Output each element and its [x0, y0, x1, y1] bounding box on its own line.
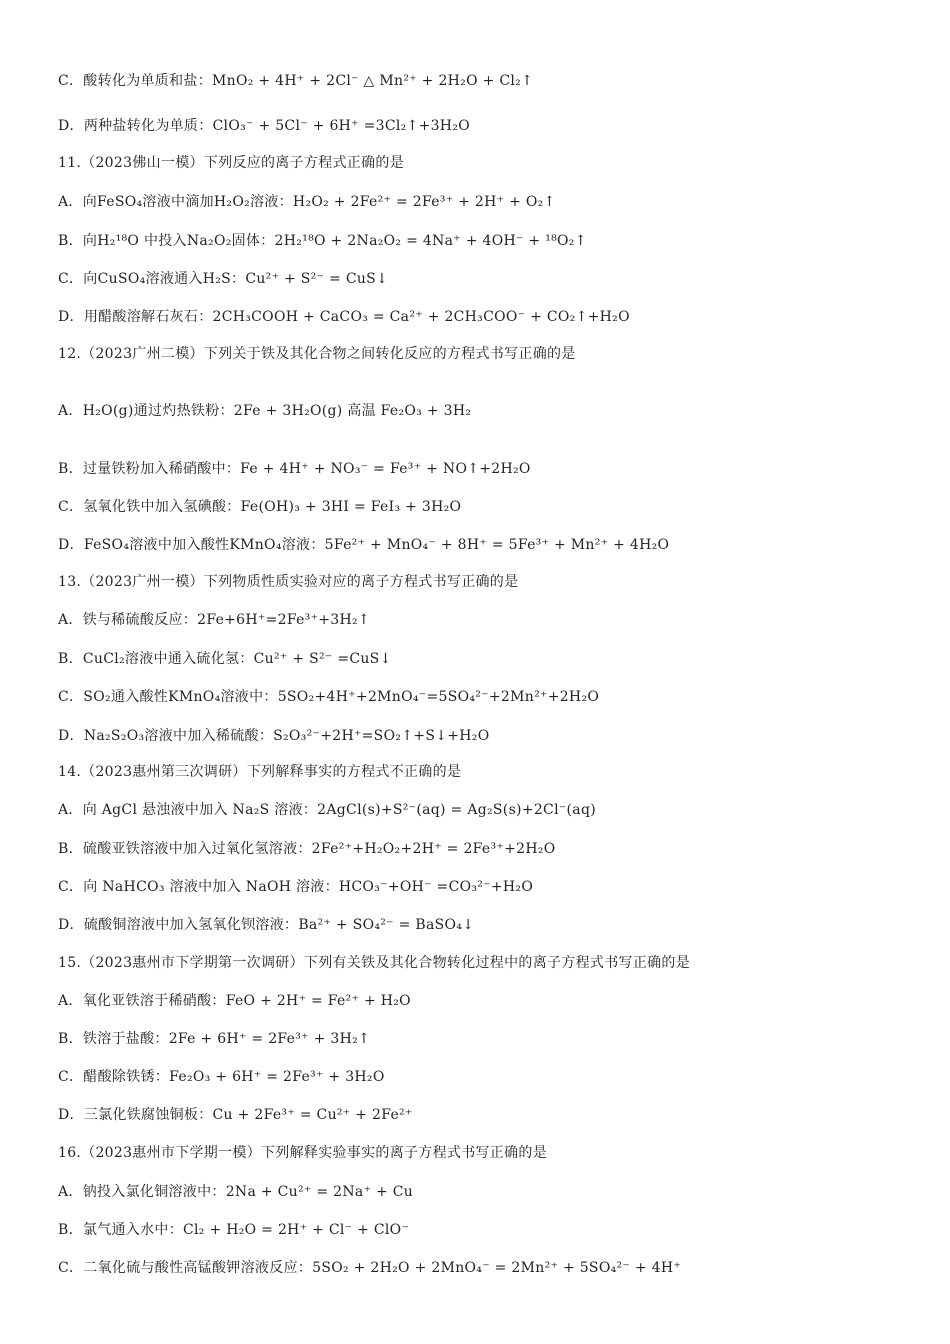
option-d-q10: D．两种盐转化为单质：ClO₃⁻ + 5Cl⁻ + 6H⁺ =3Cl₂↑+3H₂O: [58, 118, 471, 134]
option-c-q16: C．二氧化硫与酸性高锰酸钾溶液反应：5SO₂ + 2H₂O + 2MnO₄⁻ = 2Mn²⁺ + 5SO₄²⁻ + 4H⁺: [58, 1260, 682, 1276]
option-d-q15: D．三氯化铁腐蚀铜板：Cu + 2Fe³⁺ = Cu²⁺ + 2Fe²⁺: [58, 1107, 413, 1123]
option-a-q13: A．铁与稀硫酸反应：2Fe+6H⁺=2Fe³⁺+3H₂↑: [58, 612, 370, 628]
question-12: 12.（2023广州二模）下列关于铁及其化合物之间转化反应的方程式书写正确的是: [58, 346, 576, 362]
option-c-q15: C．醋酸除铁锈：Fe₂O₃ + 6H⁺ = 2Fe³⁺ + 3H₂O: [58, 1069, 385, 1085]
option-b-q15: B．铁溶于盐酸：2Fe + 6H⁺ = 2Fe³⁺ + 3H₂↑: [58, 1031, 371, 1047]
option-a-q16: A．钠投入氯化铜溶液中：2Na + Cu²⁺ = 2Na⁺ + Cu: [58, 1184, 414, 1200]
question-14: 14.（2023惠州第三次调研）下列解释事实的方程式不正确的是: [58, 764, 462, 780]
option-a-q12: A．H₂O(g)通过灼热铁粉：2Fe + 3H₂O(g) 高温 Fe₂O₃ + 3H₂: [58, 403, 472, 419]
question-11: 11.（2023佛山一模）下列反应的离子方程式正确的是: [58, 155, 404, 171]
question-16: 16.（2023惠州市下学期一模）下列解释实验事实的离子方程式书写正确的是: [58, 1145, 547, 1161]
option-c-q11: C．向CuSO₄溶液通入H₂S：Cu²⁺ + S²⁻ = CuS↓: [58, 271, 389, 287]
option-c-q10: C．酸转化为单质和盐：MnO₂ + 4H⁺ + 2Cl⁻ △ Mn²⁺ + 2H₂O + Cl₂↑: [58, 73, 534, 89]
option-c-q13: C．SO₂通入酸性KMnO₄溶液中：5SO₂+4H⁺+2MnO₄⁻=5SO₄²⁻+2Mn²⁺+2H₂O: [58, 689, 600, 705]
option-d-q14: D．硫酸铜溶液中加入氢氧化钡溶液：Ba²⁺ + SO₄²⁻ = BaSO₄↓: [58, 917, 475, 933]
option-a-q11: A．向FeSO₄溶液中滴加H₂O₂溶液：H₂O₂ + 2Fe²⁺ = 2Fe³⁺ + 2H⁺ + O₂↑: [58, 194, 556, 210]
option-b-q12: B．过量铁粉加入稀硝酸中：Fe + 4H⁺ + NO₃⁻ = Fe³⁺ + NO↑+2H₂O: [58, 461, 531, 477]
option-d-q13: D．Na₂S₂O₃溶液中加入稀硫酸：S₂O₃²⁻+2H⁺=SO₂↑+S↓+H₂O: [58, 728, 490, 744]
option-c-q12: C．氢氧化铁中加入氢碘酸：Fe(OH)₃ + 3HI = FeI₃ + 3H₂O: [58, 499, 462, 515]
option-b-q11: B．向H₂¹⁸O 中投入Na₂O₂固体：2H₂¹⁸O + 2Na₂O₂ = 4Na⁺ + 4OH⁻ + ¹⁸O₂↑: [58, 233, 587, 249]
option-b-q13: B．CuCl₂溶液中通入硫化氢：Cu²⁺ + S²⁻ =CuS↓: [58, 651, 392, 667]
option-b-q16: B．氯气通入水中：Cl₂ + H₂O = 2H⁺ + Cl⁻ + ClO⁻: [58, 1222, 410, 1238]
option-b-q14: B．硫酸亚铁溶液中加入过氧化氢溶液：2Fe²⁺+H₂O₂+2H⁺ = 2Fe³⁺+2H₂O: [58, 841, 556, 857]
option-d-q12: D．FeSO₄溶液中加入酸性KMnO₄溶液：5Fe²⁺ + MnO₄⁻ + 8H⁺ = 5Fe³⁺ + Mn²⁺ + 4H₂O: [58, 537, 670, 553]
question-13: 13.（2023广州一模）下列物质性质实验对应的离子方程式书写正确的是: [58, 574, 519, 590]
option-c-q14: C．向 NaHCO₃ 溶液中加入 NaOH 溶液：HCO₃⁻+OH⁻ =CO₃²⁻+H₂O: [58, 879, 534, 895]
question-15: 15.（2023惠州市下学期第一次调研）下列有关铁及其化合物转化过程中的离子方程式书写正确的是: [58, 955, 690, 971]
option-d-q11: D．用醋酸溶解石灰石：2CH₃COOH + CaCO₃ = Ca²⁺ + 2CH₃COO⁻ + CO₂↑+H₂O: [58, 309, 630, 325]
option-a-q15: A．氧化亚铁溶于稀硝酸：FeO + 2H⁺ = Fe²⁺ + H₂O: [58, 993, 411, 1009]
option-a-q14: A．向 AgCl 悬浊液中加入 Na₂S 溶液：2AgCl(s)+S²⁻(aq) = Ag₂S(s)+2Cl⁻(aq): [58, 802, 596, 818]
